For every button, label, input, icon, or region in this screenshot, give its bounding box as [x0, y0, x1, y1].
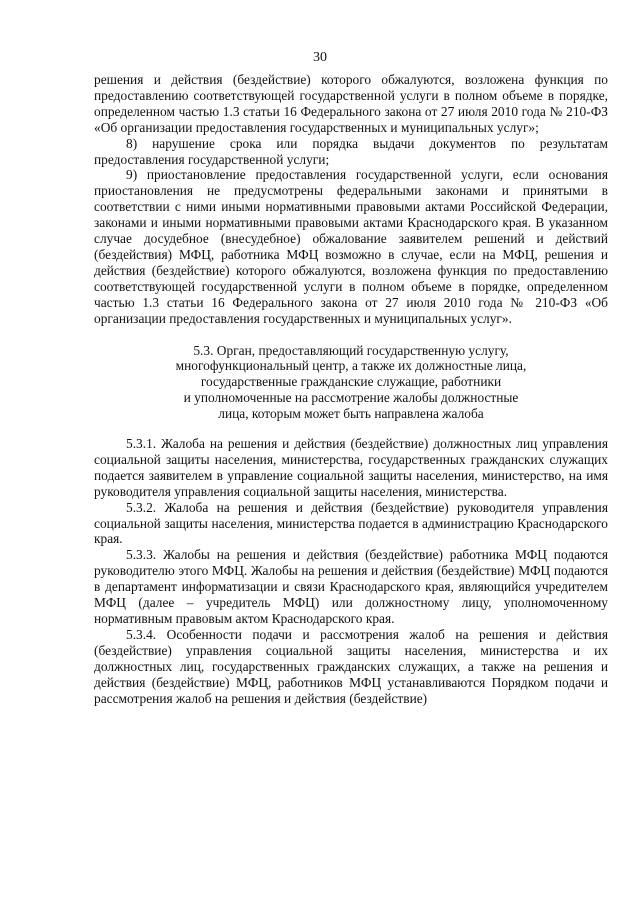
- section-heading-line: государственные гражданские служащие, работники: [200, 374, 502, 390]
- section-heading-line: 5.3. Орган, предоставляющий государственную услугу,: [193, 342, 509, 358]
- paragraph-5-3-1: 5.3.1. Жалоба на решения и действия (бездействие) должностных лиц управления социальной защиты населения, министерства, государственных гражданских служащих подается заявителем в управление социальной защиты населения, министерство, на имя руководителя управления социальной защиты населения, министерства.: [94, 436, 608, 499]
- paragraph-item-8: 8) нарушение срока или порядка выдачи документов по результатам предоставления государственной услуги;: [94, 135, 608, 167]
- paragraph-item-9: 9) приостановление предоставления государственной услуги, если основания приостановления не предусмотрены федеральными законами и принятыми в соответствии с ними иными нормативными правовыми актами Российской Федерации, законами и иными нормативными правовыми актами Краснодарского края. В указанном случае досудебное (внесудебное) обжалование заявителем решений и действий (бездействия) МФЦ, работника МФЦ возможно в случае, если на МФЦ, решения и действия (бездействие) которого обжалуются, возложена функция по предоставлению соответствующей государственной услуги в полном объеме в порядке, определенном частью 1.3 статьи 16 Федерального закона от 27 июля 2010 года № 210-ФЗ «Об организации предоставления государственных и муниципальных услуг».: [94, 167, 608, 326]
- paragraph-5-3-3: 5.3.3. Жалобы на решения и действия (бездействие) работника МФЦ подаются руководителю этого МФЦ. Жалобы на решения и действия (бездействие) МФЦ подаются в департамент информатизации и связи Краснодарского края, являющийся учредителем МФЦ (далее – учредитель МФЦ) или должностному лицу, уполномоченному нормативным правовым актом Краснодарского края.: [94, 547, 608, 626]
- section-heading-5-3: [94, 343, 608, 423]
- page-number: 30: [313, 50, 327, 65]
- paragraph-5-3-2: 5.3.2. Жалоба на решения и действия (бездействие) руководителя управления социальной защиты населения, министерства подается в администрацию Краснодарского края.: [94, 499, 608, 547]
- paragraph-5-3-4: 5.3.4. Особенности подачи и рассмотрения жалоб на решения и действия (бездействие) управления социальной защиты населения, министерства и их должностных лиц, государственных гражданских служащих, а также на решения и действия (бездействие) МФЦ, работников МФЦ устанавливаются Порядком подачи и рассмотрения жалоб на решения и действия (бездействие): [94, 626, 608, 706]
- paragraph-continuation: решения и действия (бездействие) которого обжалуются, возложена функция по предоставлению соответствующей государственной услуги в полном объеме в порядке, определенном частью 1.3 статьи 16 Федерального закона от 27 июля 2010 года № 210-ФЗ «Об организации предоставления государственных и муниципальных услуг»;: [94, 72, 608, 135]
- section-heading-line: лица, которым может быть направлена жалоба: [218, 406, 484, 422]
- section-heading-line: многофункциональный центр, а также их должностные лица,: [175, 358, 527, 374]
- section-heading-line: и уполномоченные на рассмотрение жалобы должностные: [183, 390, 519, 406]
- body-text: [94, 72, 608, 706]
